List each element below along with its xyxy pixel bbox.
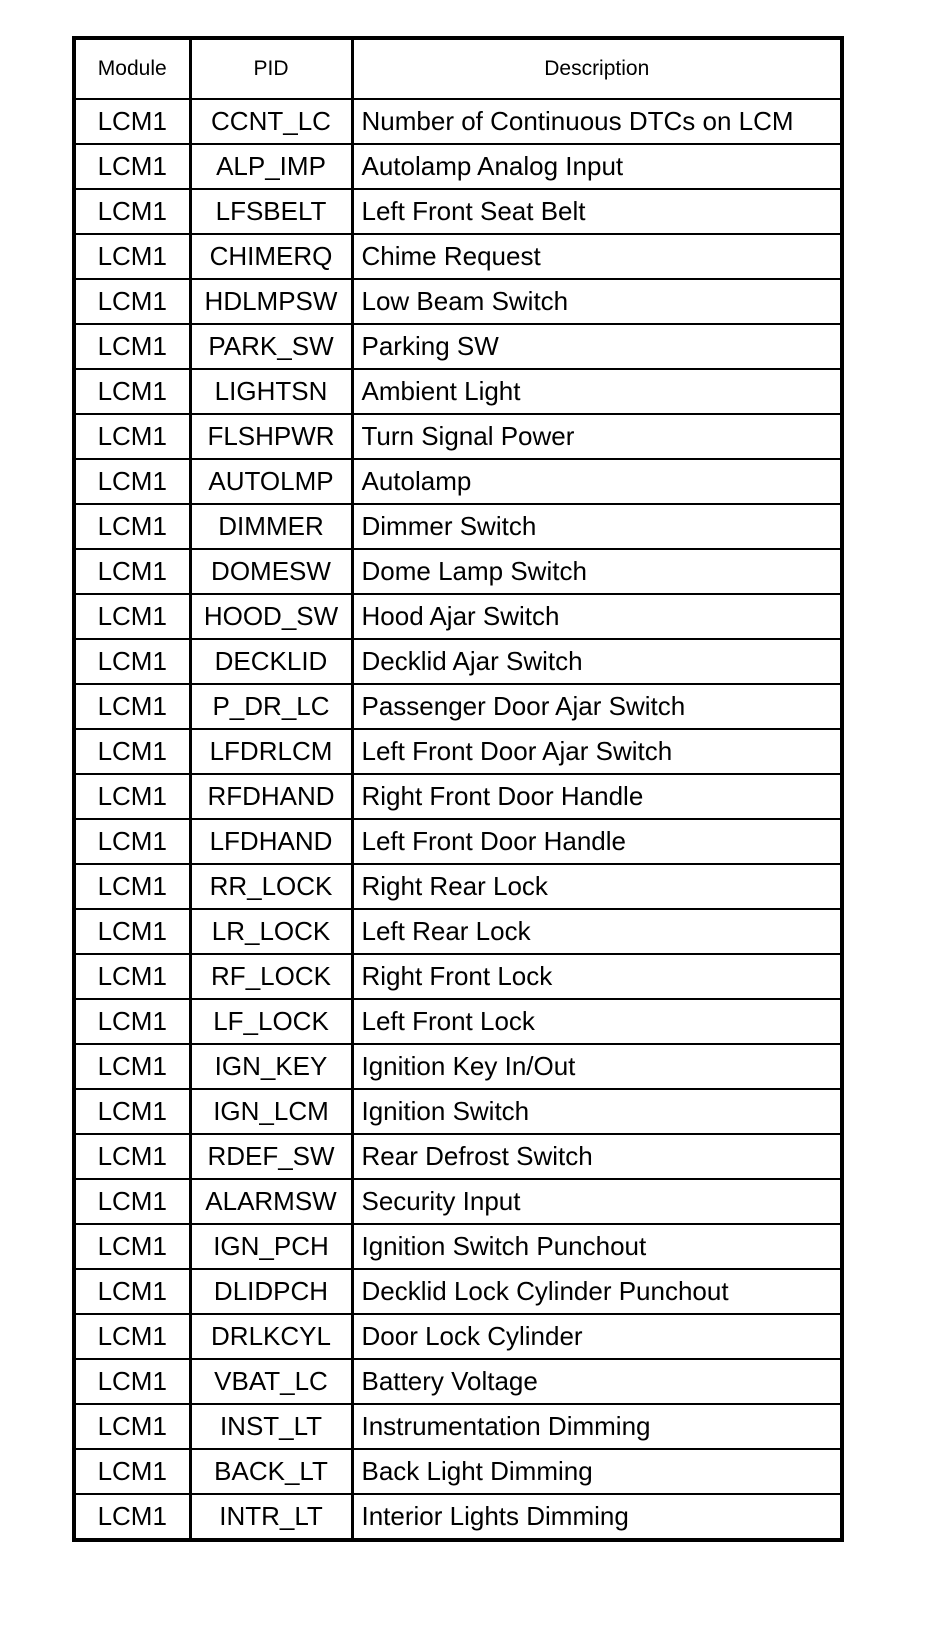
pid-cell: IGN_KEY bbox=[190, 1044, 352, 1089]
table-header-row bbox=[74, 38, 842, 99]
module-cell: LCM1 bbox=[74, 864, 190, 909]
column-header-description: Description bbox=[352, 38, 842, 99]
description-cell: Battery Voltage bbox=[352, 1359, 842, 1404]
description-cell: Left Front Seat Belt bbox=[352, 189, 842, 234]
table-row bbox=[74, 954, 842, 999]
table-row bbox=[74, 1269, 842, 1314]
pid-cell: DRLKCYL bbox=[190, 1314, 352, 1359]
description-cell: Passenger Door Ajar Switch bbox=[352, 684, 842, 729]
table-row bbox=[74, 639, 842, 684]
pid-cell: DECKLID bbox=[190, 639, 352, 684]
description-cell: Chime Request bbox=[352, 234, 842, 279]
pid-cell: ALP_IMP bbox=[190, 144, 352, 189]
description-cell: Right Front Door Handle bbox=[352, 774, 842, 819]
table-row bbox=[74, 369, 842, 414]
module-cell: LCM1 bbox=[74, 1044, 190, 1089]
module-cell: LCM1 bbox=[74, 684, 190, 729]
description-cell: Ambient Light bbox=[352, 369, 842, 414]
table-row bbox=[74, 1224, 842, 1269]
pid-table bbox=[72, 36, 844, 1542]
module-cell: LCM1 bbox=[74, 1314, 190, 1359]
description-cell: Right Front Lock bbox=[352, 954, 842, 999]
module-cell: LCM1 bbox=[74, 414, 190, 459]
pid-cell: INST_LT bbox=[190, 1404, 352, 1449]
table-row bbox=[74, 774, 842, 819]
module-cell: LCM1 bbox=[74, 999, 190, 1044]
table-row bbox=[74, 999, 842, 1044]
description-cell: Parking SW bbox=[352, 324, 842, 369]
pid-cell: HOOD_SW bbox=[190, 594, 352, 639]
table-row bbox=[74, 1044, 842, 1089]
pid-cell: P_DR_LC bbox=[190, 684, 352, 729]
table-row bbox=[74, 189, 842, 234]
description-cell: Security Input bbox=[352, 1179, 842, 1224]
module-cell: LCM1 bbox=[74, 819, 190, 864]
description-cell: Back Light Dimming bbox=[352, 1449, 842, 1494]
description-cell: Dome Lamp Switch bbox=[352, 549, 842, 594]
module-cell: LCM1 bbox=[74, 369, 190, 414]
pid-cell: LFDRLCM bbox=[190, 729, 352, 774]
description-cell: Rear Defrost Switch bbox=[352, 1134, 842, 1179]
table-row bbox=[74, 1494, 842, 1540]
module-cell: LCM1 bbox=[74, 954, 190, 999]
pid-cell: RDEF_SW bbox=[190, 1134, 352, 1179]
pid-cell: IGN_PCH bbox=[190, 1224, 352, 1269]
table-row bbox=[74, 1089, 842, 1134]
description-cell: Left Front Door Handle bbox=[352, 819, 842, 864]
table-row bbox=[74, 459, 842, 504]
description-cell: Hood Ajar Switch bbox=[352, 594, 842, 639]
pid-cell: AUTOLMP bbox=[190, 459, 352, 504]
table-row bbox=[74, 99, 842, 144]
description-cell: Decklid Ajar Switch bbox=[352, 639, 842, 684]
table-row bbox=[74, 1134, 842, 1179]
description-cell: Number of Continuous DTCs on LCM bbox=[352, 99, 842, 144]
description-cell: Instrumentation Dimming bbox=[352, 1404, 842, 1449]
description-cell: Ignition Switch bbox=[352, 1089, 842, 1134]
pid-cell: RR_LOCK bbox=[190, 864, 352, 909]
module-cell: LCM1 bbox=[74, 1179, 190, 1224]
description-cell: Left Rear Lock bbox=[352, 909, 842, 954]
description-cell: Left Front Door Ajar Switch bbox=[352, 729, 842, 774]
description-cell: Low Beam Switch bbox=[352, 279, 842, 324]
table-row bbox=[74, 909, 842, 954]
description-cell: Autolamp bbox=[352, 459, 842, 504]
table-row bbox=[74, 504, 842, 549]
description-cell: Interior Lights Dimming bbox=[352, 1494, 842, 1540]
pid-cell: DLIDPCH bbox=[190, 1269, 352, 1314]
module-cell: LCM1 bbox=[74, 324, 190, 369]
module-cell: LCM1 bbox=[74, 1269, 190, 1314]
pid-cell: LR_LOCK bbox=[190, 909, 352, 954]
table-row bbox=[74, 1179, 842, 1224]
module-cell: LCM1 bbox=[74, 774, 190, 819]
table-row bbox=[74, 684, 842, 729]
pid-cell: LFSBELT bbox=[190, 189, 352, 234]
pid-cell: BACK_LT bbox=[190, 1449, 352, 1494]
table-row bbox=[74, 819, 842, 864]
pid-cell: LFDHAND bbox=[190, 819, 352, 864]
table-row bbox=[74, 729, 842, 774]
pid-cell: VBAT_LC bbox=[190, 1359, 352, 1404]
pid-cell: CHIMERQ bbox=[190, 234, 352, 279]
pid-cell: DIMMER bbox=[190, 504, 352, 549]
pid-cell: FLSHPWR bbox=[190, 414, 352, 459]
module-cell: LCM1 bbox=[74, 549, 190, 594]
table-row bbox=[74, 279, 842, 324]
table-row bbox=[74, 234, 842, 279]
module-cell: LCM1 bbox=[74, 1089, 190, 1134]
table-row bbox=[74, 414, 842, 459]
module-cell: LCM1 bbox=[74, 504, 190, 549]
description-cell: Decklid Lock Cylinder Punchout bbox=[352, 1269, 842, 1314]
pid-cell: LF_LOCK bbox=[190, 999, 352, 1044]
table-row bbox=[74, 144, 842, 189]
table-row bbox=[74, 1314, 842, 1359]
module-cell: LCM1 bbox=[74, 234, 190, 279]
description-cell: Turn Signal Power bbox=[352, 414, 842, 459]
table-row bbox=[74, 1404, 842, 1449]
pid-cell: PARK_SW bbox=[190, 324, 352, 369]
pid-cell: ALARMSW bbox=[190, 1179, 352, 1224]
table-row bbox=[74, 549, 842, 594]
module-cell: LCM1 bbox=[74, 729, 190, 774]
pid-cell: INTR_LT bbox=[190, 1494, 352, 1540]
module-cell: LCM1 bbox=[74, 279, 190, 324]
module-cell: LCM1 bbox=[74, 459, 190, 504]
description-cell: Ignition Key In/Out bbox=[352, 1044, 842, 1089]
module-cell: LCM1 bbox=[74, 909, 190, 954]
module-cell: LCM1 bbox=[74, 1404, 190, 1449]
description-cell: Right Rear Lock bbox=[352, 864, 842, 909]
table-body bbox=[74, 99, 842, 1540]
pid-cell: RFDHAND bbox=[190, 774, 352, 819]
pid-cell: CCNT_LC bbox=[190, 99, 352, 144]
column-header-module: Module bbox=[74, 38, 190, 99]
module-cell: LCM1 bbox=[74, 144, 190, 189]
pid-cell: HDLMPSW bbox=[190, 279, 352, 324]
description-cell: Door Lock Cylinder bbox=[352, 1314, 842, 1359]
description-cell: Autolamp Analog Input bbox=[352, 144, 842, 189]
table-row bbox=[74, 1449, 842, 1494]
description-cell: Dimmer Switch bbox=[352, 504, 842, 549]
module-cell: LCM1 bbox=[74, 189, 190, 234]
description-cell: Left Front Lock bbox=[352, 999, 842, 1044]
table-row bbox=[74, 864, 842, 909]
module-cell: LCM1 bbox=[74, 1359, 190, 1404]
module-cell: LCM1 bbox=[74, 1494, 190, 1540]
pid-cell: DOMESW bbox=[190, 549, 352, 594]
table-row bbox=[74, 594, 842, 639]
module-cell: LCM1 bbox=[74, 1224, 190, 1269]
description-cell: Ignition Switch Punchout bbox=[352, 1224, 842, 1269]
table-row bbox=[74, 324, 842, 369]
table-row bbox=[74, 1359, 842, 1404]
column-header-pid: PID bbox=[190, 38, 352, 99]
pid-cell: IGN_LCM bbox=[190, 1089, 352, 1134]
pid-cell: LIGHTSN bbox=[190, 369, 352, 414]
module-cell: LCM1 bbox=[74, 639, 190, 684]
module-cell: LCM1 bbox=[74, 1449, 190, 1494]
module-cell: LCM1 bbox=[74, 1134, 190, 1179]
module-cell: LCM1 bbox=[74, 594, 190, 639]
module-cell: LCM1 bbox=[74, 99, 190, 144]
pid-cell: RF_LOCK bbox=[190, 954, 352, 999]
